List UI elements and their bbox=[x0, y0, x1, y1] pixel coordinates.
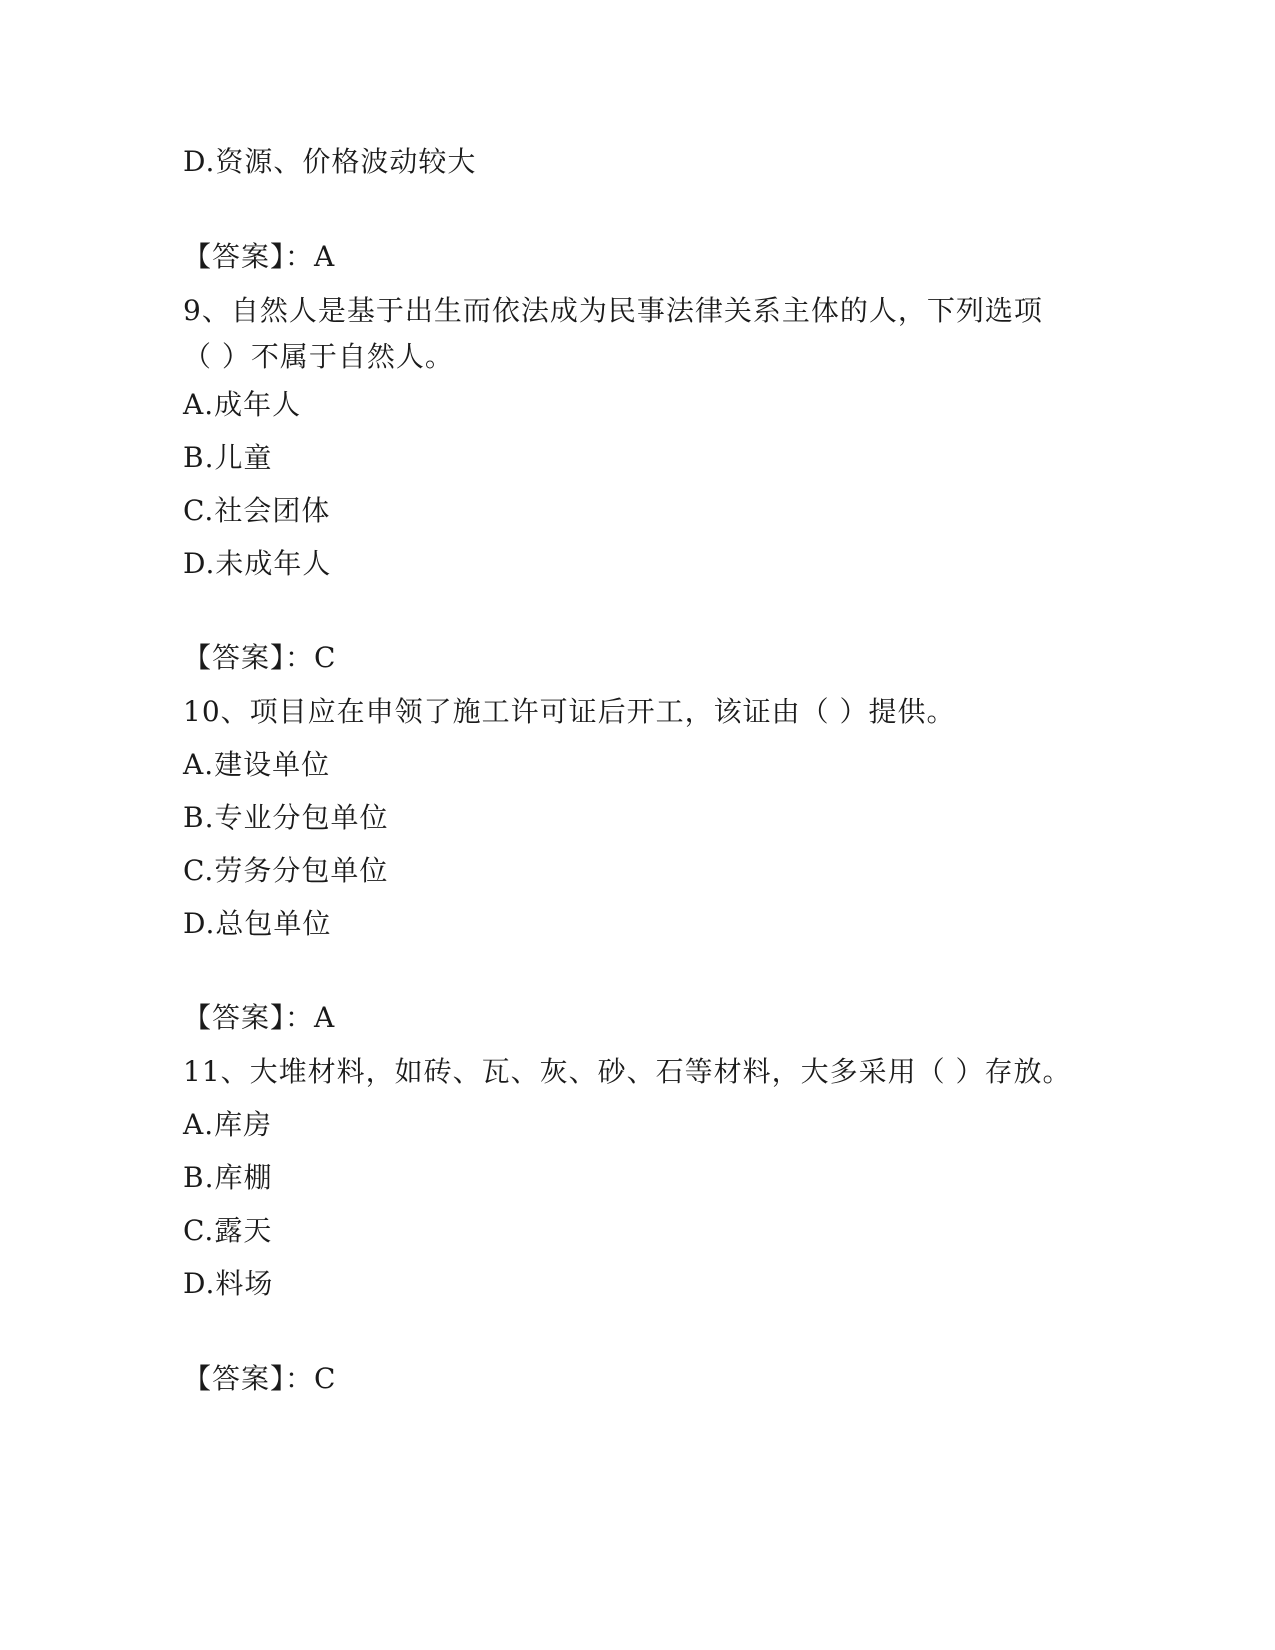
question-9-option-b: B.儿童 bbox=[183, 441, 273, 474]
question-9-answer: 【答案】：C bbox=[183, 641, 337, 674]
question-9-option-a: A.成年人 bbox=[183, 388, 302, 421]
question-10-stem: 10、项目应在申领了施工许可证后开工，该证由（ ）提供。 bbox=[183, 695, 956, 728]
question-10-option-c: C.劳务分包单位 bbox=[183, 854, 389, 887]
question-11-option-c: C.露天 bbox=[183, 1214, 273, 1247]
question-10-option-d: D.总包单位 bbox=[183, 907, 332, 940]
question-11-option-a: A.库房 bbox=[183, 1108, 273, 1141]
question-9-option-c: C.社会团体 bbox=[183, 494, 331, 527]
prev-answer: 【答案】：A bbox=[183, 240, 336, 273]
question-11-stem: 11、大堆材料，如砖、瓦、灰、砂、石等材料，大多采用（ ）存放。 bbox=[183, 1055, 1072, 1088]
question-10-option-a: A.建设单位 bbox=[183, 748, 331, 781]
question-9-stem: 9、自然人是基于出生而依法成为民事法律关系主体的人，下列选项（ ）不属于自然人。 bbox=[183, 294, 1043, 373]
prev-option-d: D.资源、价格波动较大 bbox=[183, 145, 477, 178]
question-10-option-b: B.专业分包单位 bbox=[183, 801, 389, 834]
question-11-option-b: B.库棚 bbox=[183, 1161, 273, 1194]
question-11-answer: 【答案】：C bbox=[183, 1362, 337, 1395]
question-11-option-d: D.料场 bbox=[183, 1267, 274, 1300]
question-9-option-d: D.未成年人 bbox=[183, 547, 332, 580]
question-10-answer: 【答案】：A bbox=[183, 1001, 336, 1034]
